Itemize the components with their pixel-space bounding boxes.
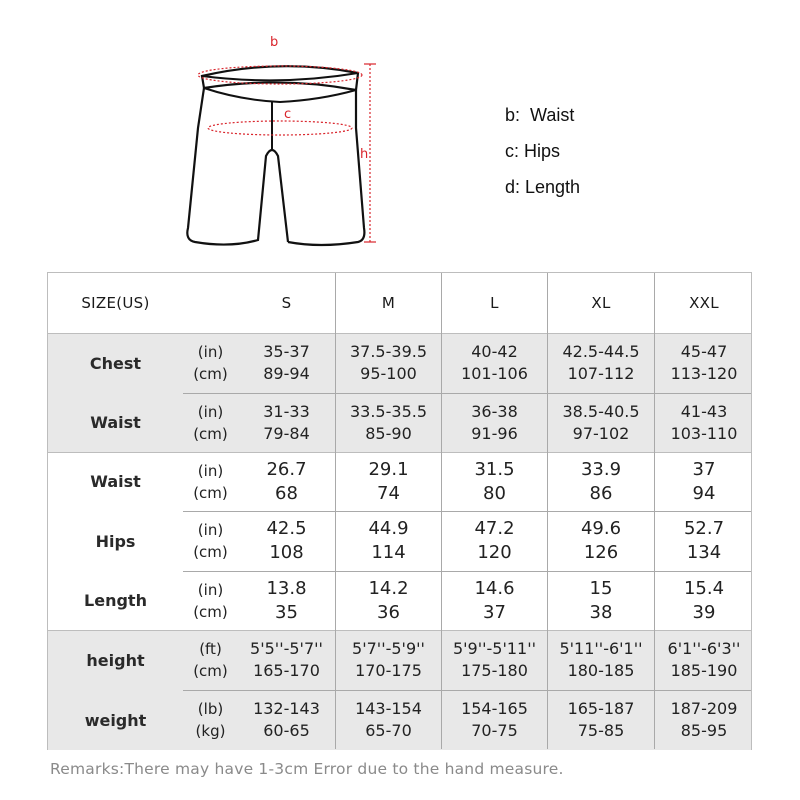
cell-value: 95-100 [360,364,417,383]
cell-value: 74 [377,482,400,504]
cell-value: 42.5 [266,518,307,539]
table-cell [336,630,441,690]
table-cell [548,511,654,571]
cell-value: 113-120 [670,364,738,383]
cell-value: 68 [275,482,298,504]
header-size-xxl: XXL [689,294,719,312]
table-cell [442,690,547,750]
cell-value: 14.2 [368,577,409,599]
unit-text: (cm) [193,543,228,561]
table-cell [548,452,654,511]
header-size-m: M [381,294,396,312]
table-cell [442,511,547,571]
cell-value: 85-90 [365,423,412,443]
row-label: Hips [95,531,136,551]
table-cell [336,511,441,571]
table-cell [238,571,335,630]
cell-value: 80 [483,482,506,504]
table-cell [548,630,654,690]
cell-value: 97-102 [572,423,630,443]
row-label: height [86,650,145,670]
unit-text: (kg) [195,722,226,740]
cell-value: 5'9''-5'11'' [452,639,537,658]
cell-value: 38.5-40.5 [562,401,640,421]
unit-label [183,630,238,690]
cell-value: 170-175 [355,661,422,680]
unit-text: (lb) [197,700,224,718]
cell-value: 187-209 [670,699,738,718]
unit-text: (in) [197,461,224,480]
unit-label [183,690,238,750]
table-cell [442,452,547,511]
table-cell [548,393,654,452]
cell-value: 70-75 [471,721,518,740]
table-cell [238,452,335,511]
cell-value: 35-37 [263,342,310,361]
waist-measure-label: b [270,35,279,50]
cell-value: 31.5 [474,458,515,480]
legend-item-hips: c: Hips [505,141,561,161]
cell-value: 114 [371,542,406,563]
cell-value: 37 [692,458,716,480]
row-label: Length [84,591,147,610]
cell-value: 42.5-44.5 [562,342,640,361]
cell-value: 85-95 [680,721,728,740]
table-cell [238,511,335,571]
table-cell [336,690,441,750]
cell-value: 101-106 [461,364,528,383]
cell-value: 60-65 [263,721,310,740]
unit-text: (cm) [193,602,228,621]
unit-label [183,333,238,393]
table-cell [548,571,654,630]
cell-value: 86 [589,482,613,504]
height-measure-label: h [360,147,369,162]
cell-value: 94 [692,482,716,504]
remarks-note: Remarks:There may have 1-3cm Error due to the hand measure. [50,760,564,778]
cell-value: 44.9 [368,518,409,539]
unit-text: (cm) [193,424,228,443]
header-size-xl: XL [591,294,611,312]
cell-value: 79-84 [263,423,310,443]
unit-text: (in) [197,580,224,599]
shorts-measurement-diagram [180,28,400,258]
cell-value: 45-47 [680,342,728,361]
table-cell [655,630,753,690]
table-cell [548,333,654,393]
cell-value: 13.8 [266,577,307,599]
unit-text: (in) [197,521,224,539]
cell-value: 65-70 [365,721,412,740]
cell-value: 33.5-35.5 [349,401,428,421]
cell-value: 180-185 [567,661,635,680]
cell-value: 154-165 [461,699,528,718]
cell-value: 89-94 [263,364,310,383]
cell-value: 15 [589,577,613,599]
cell-value: 35 [275,601,298,623]
cell-value: 108 [269,542,304,563]
cell-value: 37.5-39.5 [349,342,428,361]
unit-text: (cm) [193,365,228,383]
table-cell [336,393,441,452]
hips-measure-label: c [284,107,292,122]
size-chart-table [47,272,752,750]
cell-value: 40-42 [471,342,518,361]
unit-label [183,393,238,452]
unit-text: (in) [197,402,224,421]
table-cell [655,511,753,571]
row-label: weight [84,710,147,730]
unit-label [183,452,238,511]
cell-value: 5'5''-5'7'' [250,639,323,658]
cell-value: 39 [692,601,716,623]
table-cell [238,333,335,393]
table-cell [442,333,547,393]
cell-value: 6'1''-6'3'' [667,639,741,658]
row-label: Chest [89,353,142,373]
cell-value: 120 [477,542,512,563]
cell-value: 26.7 [266,458,307,480]
cell-value: 107-112 [567,364,635,383]
unit-label [183,511,238,571]
cell-value: 165-187 [567,699,635,718]
cell-value: 5'11''-6'1'' [559,639,643,658]
unit-text: (cm) [193,662,228,680]
measurement-legend [505,100,580,208]
unit-text: (cm) [193,483,228,502]
cell-value: 175-180 [461,661,528,680]
cell-value: 49.6 [580,518,622,539]
cell-value: 52.7 [683,518,725,539]
cell-value: 103-110 [670,423,738,443]
row-label: Waist [90,472,141,491]
shorts-icon [180,28,400,258]
cell-value: 47.2 [474,518,515,539]
table-cell [336,452,441,511]
table-cell [336,333,441,393]
cell-value: 15.4 [683,577,725,599]
unit-text: (ft) [199,640,222,658]
cell-value: 33.9 [580,458,622,480]
table-cell [442,571,547,630]
cell-value: 29.1 [368,458,409,480]
table-cell [238,690,335,750]
table-cell [655,571,753,630]
legend-item-waist: b: Waist [505,105,575,125]
header-size-s: S [281,294,292,312]
cell-value: 36 [377,601,400,623]
cell-value: 126 [583,542,619,563]
header-size-label: SIZE(US) [81,294,150,312]
table-cell [336,571,441,630]
table-cell [655,333,753,393]
cell-value: 143-154 [355,699,422,718]
cell-value: 91-96 [471,423,518,443]
cell-value: 165-170 [253,661,320,680]
cell-value: 38 [589,601,613,623]
unit-text: (in) [197,343,224,361]
table-cell [655,393,753,452]
table-cell [442,630,547,690]
cell-value: 185-190 [670,661,738,680]
cell-value: 31-33 [263,401,310,421]
row-label: Waist [90,413,141,432]
cell-value: 41-43 [680,401,728,421]
table-cell [655,690,753,750]
cell-value: 134 [686,542,722,563]
cell-value: 75-85 [577,721,625,740]
table-cell [655,452,753,511]
unit-label [183,571,238,630]
cell-value: 5'7''-5'9'' [352,639,425,658]
legend-item-length: d: Length [505,177,581,197]
cell-value: 37 [483,601,506,623]
cell-value: 14.6 [474,577,515,599]
header-size-l: L [490,294,499,312]
cell-value: 132-143 [253,699,320,718]
cell-value: 36-38 [471,401,518,421]
table-cell [548,690,654,750]
table-cell [238,630,335,690]
table-cell [238,393,335,452]
table-cell [442,393,547,452]
